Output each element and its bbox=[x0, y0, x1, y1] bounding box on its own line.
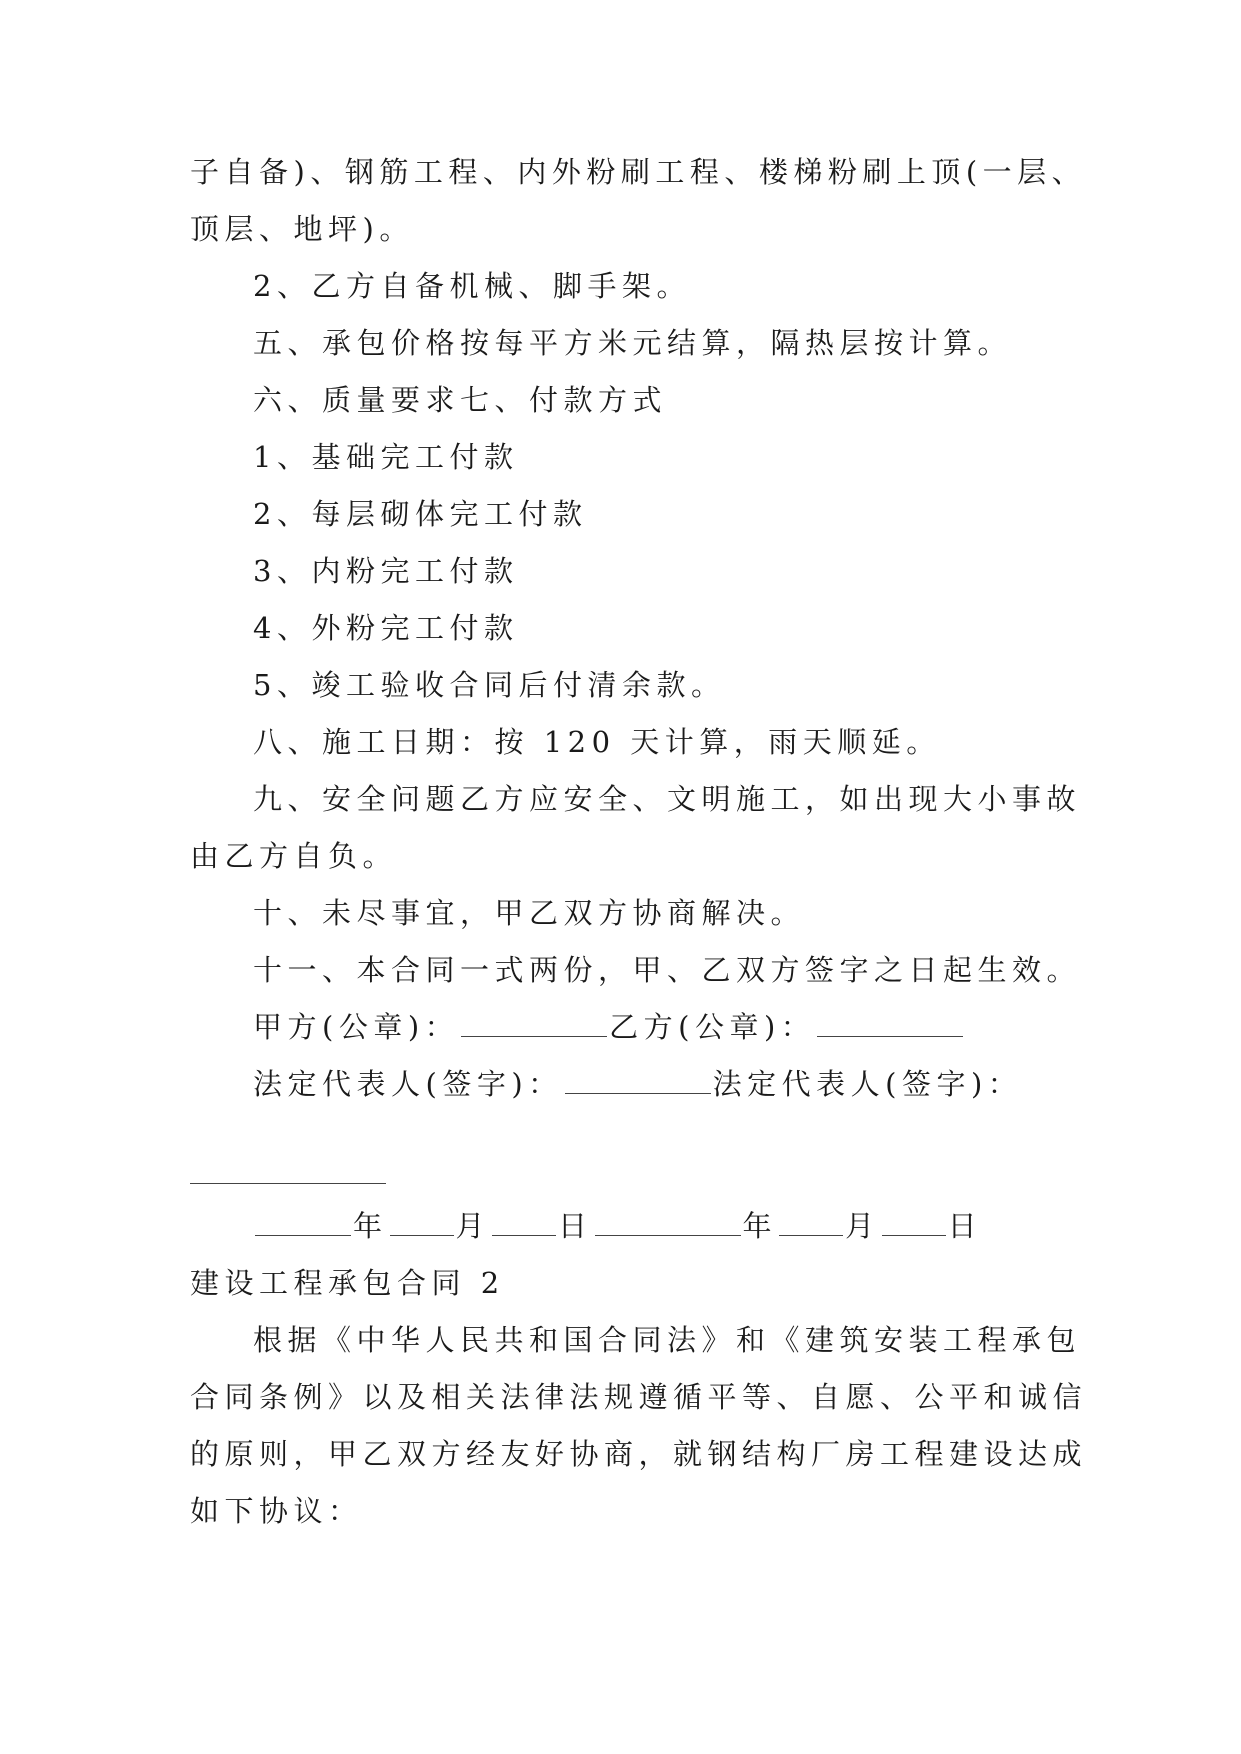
text-line: 八、施工日期：按 120 天计算，雨天顺延。 bbox=[253, 725, 941, 759]
day-blank bbox=[492, 1209, 556, 1236]
text-line: 五、承包价格按每平方米元结算，隔热层按计算。 bbox=[253, 326, 1013, 360]
text-line: 4、外粉完工付款 bbox=[253, 611, 519, 645]
text-line: 1、基础完工付款 bbox=[253, 440, 519, 474]
month-label: 月 bbox=[845, 1209, 880, 1243]
party-a-rep-label: 法定代表人(签字)： bbox=[253, 1067, 563, 1101]
party-b-rep-label: 法定代表人(签字)： bbox=[712, 1067, 1023, 1101]
text-line: 根据《中华人民共和国合同法》和《建筑安装工程承包 bbox=[253, 1323, 1082, 1357]
month-label: 月 bbox=[455, 1209, 491, 1243]
party-a-seal-label: 甲方(公章)： bbox=[253, 1010, 460, 1044]
party-b-seal-label: 乙方(公章)： bbox=[609, 1010, 816, 1044]
signature-underline bbox=[190, 1183, 386, 1184]
date-line bbox=[253, 1206, 982, 1246]
seal-line bbox=[253, 1007, 965, 1047]
month-blank bbox=[390, 1209, 454, 1236]
text-line: 六、质量要求七、付款方式 bbox=[253, 383, 668, 417]
day-label: 日 bbox=[558, 1209, 593, 1243]
text-line: 子自备)、钢筋工程、内外粉刷工程、楼梯粉刷上顶(一层、 bbox=[190, 155, 1087, 189]
year-label: 年 bbox=[742, 1209, 778, 1243]
day-blank bbox=[882, 1209, 946, 1236]
text-line: 合同条例》以及相关法律法规遵循平等、自愿、公平和诚信 bbox=[190, 1380, 1088, 1414]
party-a-rep-blank bbox=[565, 1067, 711, 1094]
party-b-seal-blank bbox=[817, 1010, 963, 1037]
party-a-seal-blank bbox=[461, 1010, 607, 1037]
year-label: 年 bbox=[353, 1209, 388, 1243]
text-line: 十、未尽事宜，甲乙双方协商解决。 bbox=[253, 896, 806, 930]
year-blank bbox=[595, 1209, 741, 1236]
text-line: 如下协议： bbox=[190, 1494, 363, 1528]
text-line: 九、安全问题乙方应安全、文明施工，如出现大小事故 bbox=[253, 782, 1082, 816]
text-line: 十一、本合同一式两份，甲、乙双方签字之日起生效。 bbox=[253, 953, 1082, 987]
section-title: 建设工程承包合同 2 bbox=[190, 1266, 505, 1300]
text-line: 顶层、地坪)。 bbox=[190, 212, 414, 246]
year-blank bbox=[255, 1209, 351, 1236]
text-line: 5、竣工验收合同后付清余款。 bbox=[253, 668, 726, 702]
text-line: 3、内粉完工付款 bbox=[253, 554, 519, 588]
day-label: 日 bbox=[947, 1209, 983, 1243]
text-line: 2、乙方自备机械、脚手架。 bbox=[253, 269, 691, 303]
text-line: 的原则，甲乙双方经友好协商，就钢结构厂房工程建设达成 bbox=[190, 1437, 1088, 1471]
representative-line bbox=[253, 1064, 1022, 1104]
month-blank bbox=[779, 1209, 843, 1236]
text-line: 2、每层砌体完工付款 bbox=[253, 497, 588, 531]
text-line: 由乙方自负。 bbox=[190, 839, 398, 873]
